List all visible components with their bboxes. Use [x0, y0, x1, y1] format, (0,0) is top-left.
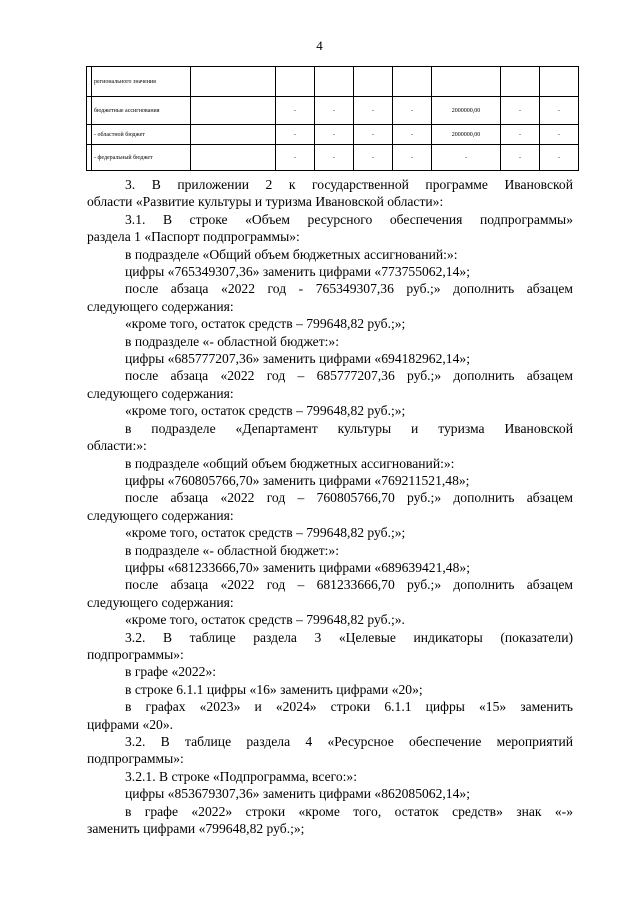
paragraph: «кроме того, остаток средств – 799648,82 руб.;»;: [125, 403, 406, 419]
table-cell: [432, 67, 501, 97]
table-cell: [315, 67, 354, 97]
paragraph: следующего содержания:: [87, 385, 234, 401]
table-cell: [501, 67, 540, 97]
paragraph: «кроме того, остаток средств – 799648,82 руб.;».: [125, 612, 405, 628]
paragraph: в подразделе «Департамент культуры и туризма Ивановской: [125, 420, 573, 436]
paragraph: после абзаца «2022 год – 685777207,36 руб.;» дополнить абзацем: [125, 368, 573, 384]
table-cell: -: [276, 125, 315, 145]
paragraph: цифры «853679307,36» заменить цифрами «862085062,14»;: [125, 786, 470, 802]
paragraph: 3. В приложении 2 к государственной программе Ивановской: [125, 177, 573, 192]
table-cell: -: [354, 97, 393, 125]
table-cell: -: [276, 97, 315, 125]
body-text: [87, 176, 573, 837]
paragraph: 3.2. В таблице раздела 4 «Ресурсное обеспечение мероприятий: [125, 734, 573, 749]
table-cell: -: [501, 125, 540, 145]
table-cell-label: бюджетные ассигнования: [92, 97, 191, 125]
table-cell: 2000000,00: [432, 97, 501, 125]
table-cell: -: [393, 125, 432, 145]
paragraph: цифры «760805766,70» заменить цифрами «769211521,48»;: [125, 472, 470, 488]
table-cell: [393, 67, 432, 97]
table-cell: -: [393, 97, 432, 125]
table-cell-label: регионального значения: [92, 67, 191, 97]
paragraph: в графе «2022»:: [125, 664, 217, 680]
paragraph: цифры «685777207,36» заменить цифрами «694182962,14»;: [125, 351, 470, 367]
table-cell: [191, 145, 276, 171]
table-cell: [191, 67, 276, 97]
table-cell: [191, 97, 276, 125]
paragraph: «кроме того, остаток средств – 799648,82 руб.;»;: [125, 525, 406, 541]
paragraph: в графе «2022» строки «кроме того, остаток средств» знак «-»: [125, 803, 573, 819]
table-cell-label: - областной бюджет: [92, 125, 191, 145]
paragraph: после абзаца «2022 год – 760805766,70 руб.;» дополнить абзацем: [125, 490, 573, 506]
table-cell: -: [540, 125, 579, 145]
paragraph: цифры «765349307,36» заменить цифрами «773755062,14»;: [125, 264, 470, 280]
paragraph: в строке 6.1.1 цифры «16» заменить цифрами «20»;: [125, 681, 423, 697]
paragraph: цифры «681233666,70» заменить цифрами «689639421,48»;: [125, 559, 470, 575]
table-cell: -: [501, 97, 540, 125]
paragraph: в подразделе «Общий объем бюджетных ассигнований:»:: [125, 246, 458, 262]
paragraph: 3.1. В строке «Объем ресурсного обеспечения подпрограммы»: [125, 211, 573, 227]
paragraph: следующего содержания:: [87, 507, 234, 523]
paragraph: после абзаца «2022 год - 765349307,36 руб.;» дополнить абзацем: [125, 281, 573, 297]
paragraph: после абзаца «2022 год – 681233666,70 руб.;» дополнить абзацем: [125, 577, 573, 593]
table-row: [87, 125, 579, 145]
paragraph: подпрограммы»:: [87, 751, 184, 767]
table-cell: -: [354, 145, 393, 171]
paragraph: следующего содержания:: [87, 594, 234, 610]
paragraph: области:»:: [87, 438, 147, 454]
table-cell: -: [315, 125, 354, 145]
table-cell: -: [540, 97, 579, 125]
paragraph: в подразделе «- областной бюджет:»:: [125, 542, 340, 558]
table-cell: -: [354, 125, 393, 145]
table-row: [87, 67, 579, 97]
page-number: 4: [316, 38, 323, 53]
table-cell: -: [501, 145, 540, 171]
table-cell: [354, 67, 393, 97]
table-cell: -: [540, 145, 579, 171]
financing-table: [86, 66, 579, 171]
paragraph: в подразделе «общий объем бюджетных ассигнований:»:: [125, 455, 455, 471]
table-cell: -: [432, 145, 501, 171]
table-cell: [276, 67, 315, 97]
table-row: [87, 97, 579, 125]
paragraph: раздела 1 «Паспорт подпрограммы»:: [87, 229, 300, 245]
paragraph: цифрами «20».: [87, 716, 174, 732]
table-cell: -: [276, 145, 315, 171]
paragraph: 3.2. В таблице раздела 3 «Целевые индикаторы (показатели): [125, 629, 573, 645]
paragraph: подпрограммы»:: [87, 646, 184, 662]
paragraph: заменить цифрами «799648,82 руб.;»;: [87, 821, 305, 837]
table-row: [87, 145, 579, 171]
table-cell-label: - федеральный бюджет: [92, 145, 191, 171]
table-cell: [191, 125, 276, 145]
paragraph: области «Развитие культуры и туризма Ивановской области»:: [87, 194, 444, 210]
table-cell: -: [315, 145, 354, 171]
paragraph: в подразделе «- областной бюджет:»:: [125, 333, 340, 349]
table-cell: -: [393, 145, 432, 171]
paragraph: 3.2.1. В строке «Подпрограмма, всего:»:: [125, 768, 357, 784]
paragraph: в графах «2023» и «2024» строки 6.1.1 цифры «15» заменить: [125, 699, 573, 715]
table-cell: -: [315, 97, 354, 125]
table-cell: [540, 67, 579, 97]
paragraph: «кроме того, остаток средств – 799648,82 руб.;»;: [125, 316, 406, 332]
table-cell: 2000000,00: [432, 125, 501, 145]
paragraph: следующего содержания:: [87, 298, 234, 314]
